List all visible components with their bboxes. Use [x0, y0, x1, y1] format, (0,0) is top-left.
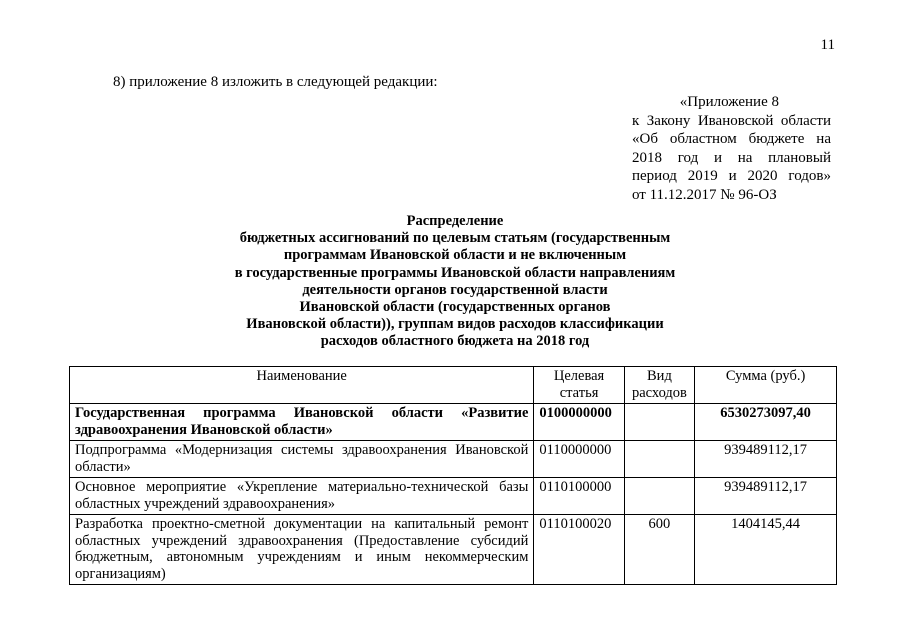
row-target-article: 0110000000: [534, 441, 624, 478]
header-target-article: Целевая статья: [534, 367, 624, 404]
table-row: [70, 404, 837, 441]
appendix-header-line: к Закону Ивановской области: [632, 112, 831, 129]
title-line: Ивановской области (государственных органов: [299, 299, 611, 316]
appendix-header-line: «Об областном бюджете на: [632, 131, 831, 147]
title-line: деятельности органов государственной власти: [302, 281, 608, 298]
table-row: [70, 515, 837, 585]
document-title: [150, 213, 760, 351]
row-expense-type: [624, 404, 694, 441]
appendix-header-line: 2018 год и на плановый: [632, 149, 831, 166]
row-sum: 939489112,17: [695, 478, 837, 515]
row-sum: 939489112,17: [695, 441, 837, 478]
title-line: Распределение: [406, 213, 504, 229]
appendix-header: [632, 93, 831, 204]
instruction-text: 8) приложение 8 изложить в следующей редакции:: [113, 74, 438, 90]
row-sum: 6530273097,40: [695, 404, 837, 441]
title-line: в государственные программы Ивановской области направлениям: [234, 264, 676, 281]
title-line: расходов областного бюджета на 2018 год: [320, 333, 590, 350]
row-expense-type: [624, 478, 694, 515]
row-name: Разработка проектно-сметной документации на капитальный ремонт областных учреждений здравоохранения (Предоставление субсидий бюджетным, автономным учреждениям и иным некоммерческим организациям): [70, 515, 534, 585]
title-line: Ивановской области)), группам видов расходов классификации: [246, 316, 664, 333]
row-target-article: 0110100000: [534, 478, 624, 515]
row-name: Государственная программа Ивановской области «Развитие здравоохранения Ивановской области»: [70, 404, 534, 441]
appendix-header-line: «Приложение 8: [679, 94, 779, 110]
row-target-article: 0100000000: [534, 404, 624, 441]
table-header-row: [70, 367, 837, 404]
header-name: Наименование: [70, 367, 534, 404]
title-line: бюджетных ассигнований по целевым статьям (государственным: [239, 230, 671, 247]
table-row: [70, 441, 837, 478]
row-expense-type: [624, 441, 694, 478]
header-expense-type: Вид расходов: [624, 367, 694, 404]
header-sum: Сумма (руб.): [695, 367, 837, 404]
row-name: Подпрограмма «Модернизация системы здравоохранения Ивановской области»: [70, 441, 534, 478]
row-target-article: 0110100020: [534, 515, 624, 585]
row-name: Основное мероприятие «Укрепление материально-технической базы областных учреждений здравоохранения»: [70, 478, 534, 515]
appendix-header-line: от 11.12.2017 № 96-ОЗ: [632, 186, 777, 203]
budget-table: [69, 366, 837, 585]
table-row: [70, 478, 837, 515]
appendix-header-line: период 2019 и 2020 годов»: [632, 168, 831, 184]
title-line: программам Ивановской области и не включенным: [283, 247, 627, 264]
row-expense-type: 600: [624, 515, 694, 585]
page-number: 11: [820, 37, 835, 53]
row-sum: 1404145,44: [695, 515, 837, 585]
